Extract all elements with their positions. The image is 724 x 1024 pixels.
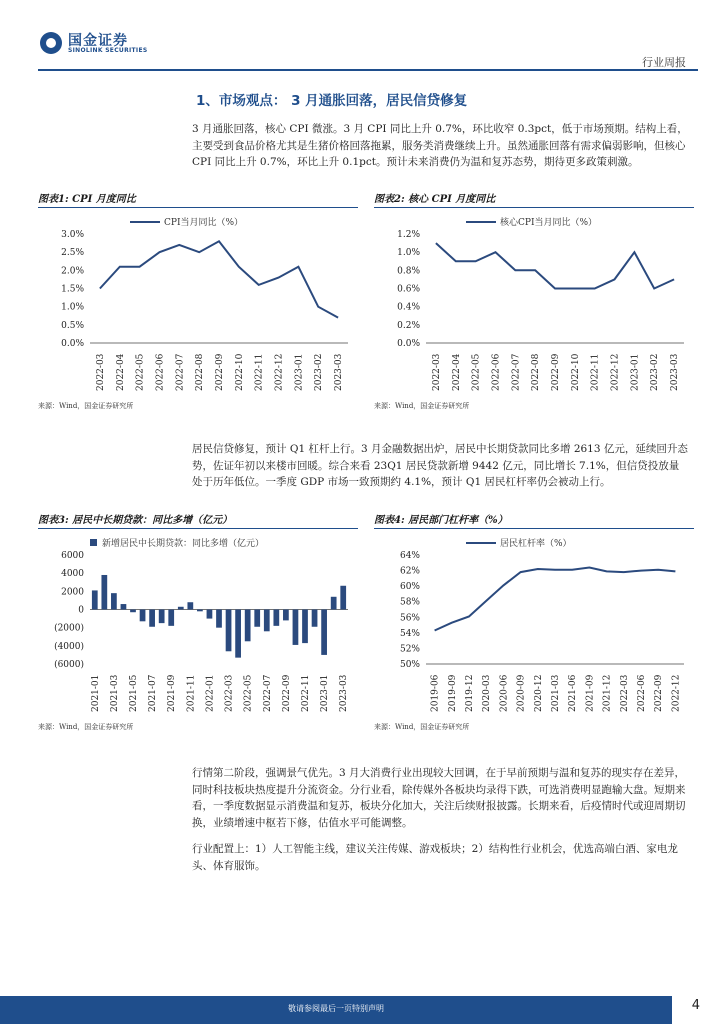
series-line [435,568,676,631]
bar [340,586,346,610]
y-tick-label: (6000) [54,660,84,670]
x-tick-label: 2022-05 [243,674,254,712]
figure-4-chart [374,531,694,719]
x-tick-label: 2020-12 [533,674,544,712]
brand-name-en: SINOLINK SECURITIES [68,47,148,54]
x-tick-label: 2021-11 [186,674,197,712]
y-tick-label: 1.2% [397,230,420,240]
x-tick-label: 2023-02 [650,353,661,391]
y-tick-label: 0 [78,605,84,616]
x-tick-label: 2022-07 [175,353,186,391]
bar [216,610,222,628]
bar [226,610,232,652]
legend-label: 居民杠杆率（%） [500,539,572,549]
y-tick-label: 1.0% [61,302,84,313]
y-tick-label: 52% [399,644,420,655]
y-tick-label: (2000) [54,623,84,634]
x-tick-label: 2023-03 [339,674,350,712]
y-tick-label: 0.4% [397,302,420,313]
y-tick-label: 0.8% [397,266,420,277]
figure-1-rule [38,207,358,208]
y-tick-label: 62% [399,566,420,577]
x-tick-label: 2022-01 [205,674,216,712]
x-tick-label: 2022-10 [234,353,245,391]
y-tick-label: 2.0% [61,266,84,277]
x-tick-label: 2021-01 [90,674,101,712]
y-tick-label: 1.0% [397,248,420,259]
figure-3-chart [38,531,358,719]
y-tick-label: 56% [399,613,420,624]
paragraph-cpi: 3 月通胀回落，核心 CPI 微涨。3 月 CPI 同比上升 0.7%，环比收窄 0.3pct，低于市场预期。结构上看，主要受到食品价格尤其是生猪价格回落拖累，服务类消费继续上升。虽然通胀回落有需求偏弱影响，但核心 CPI 同比上升 0.7%，环比上升 0.1pct。预计未来消费仍为温和复苏态势，期待更多政策刺激。 [192,123,688,168]
x-tick-label: 2022-07 [511,353,522,391]
x-tick-label: 2021-07 [148,674,159,712]
x-tick-label: 2022-03 [431,353,442,391]
document-type: 行业周报 [642,56,686,69]
figure-3-title: 图表3: 居民中长期贷款：同比多增（亿元） [38,515,233,526]
x-tick-label: 2021-12 [602,674,613,712]
bar [312,610,318,627]
legend-swatch [90,539,97,546]
x-tick-label: 2021-03 [109,674,120,712]
y-tick-label: 6000 [61,551,84,561]
y-tick-label: 58% [399,597,420,608]
x-tick-label: 2022-06 [637,674,647,712]
x-tick-label: 2022-12 [610,353,621,391]
x-tick-label: 2021-06 [568,674,579,712]
bar [130,610,136,613]
x-tick-label: 2020-06 [499,674,510,712]
x-tick-label: 2023-01 [320,674,331,712]
series-line [436,243,674,288]
x-tick-label: 2021-09 [585,674,596,712]
bar [121,604,127,609]
x-tick-label: 2022-03 [224,674,235,712]
y-tick-label: 2.5% [61,248,84,259]
bar [321,610,327,655]
x-tick-label: 2022-09 [215,353,225,391]
legend-label: CPI当月同比（%） [164,218,244,228]
x-tick-label: 2023-03 [670,353,681,391]
bar [197,610,203,612]
bar [302,610,308,644]
x-tick-label: 2020-09 [516,674,527,712]
x-tick-label: 2021-05 [129,674,139,712]
bar [254,610,260,627]
bar [101,575,107,610]
figure-1-title: 图表1: CPI 月度同比 [38,194,136,205]
x-tick-label: 2022-11 [590,353,601,391]
x-tick-label: 2022-05 [471,353,482,391]
x-tick-label: 2022-06 [491,353,502,391]
y-tick-label: 64% [399,551,420,561]
bar [159,610,165,624]
x-tick-label: 2022-03 [619,674,630,712]
bar [187,602,193,609]
x-tick-label: 2020-03 [482,674,493,712]
x-tick-label: 2022-11 [301,674,311,712]
figure-1-chart [38,210,358,398]
bar [178,607,184,610]
figure-1-source: 来源：Wind，国金证券研究所 [38,402,134,410]
figure-2-chart [374,210,694,398]
figure-4-source: 来源：Wind，国金证券研究所 [374,723,470,731]
figure-2-title: 图表2: 核心 CPI 月度同比 [374,194,496,205]
y-tick-label: 54% [399,628,420,639]
figure-4-rule [374,528,694,529]
bar [293,610,299,645]
x-tick-label: 2022-09 [551,353,561,391]
y-tick-label: 1.5% [61,284,84,295]
figure-3-rule [38,528,358,529]
x-tick-label: 2022-06 [155,353,166,391]
x-tick-label: 2022-09 [281,674,292,712]
x-tick-label: 2021-03 [551,674,561,712]
bar [331,597,337,610]
x-tick-label: 2023-01 [294,353,305,391]
x-tick-label: 2022-03 [95,353,106,391]
x-tick-label: 2023-01 [630,353,641,391]
bar [273,610,279,626]
page-number: 4 [691,998,700,1013]
bar [264,610,270,632]
x-tick-label: 2022-04 [115,353,126,391]
bar [92,590,98,609]
section-title: 1、市场观点： 3 月通胀回落，居民信贷修复 [196,93,468,109]
y-tick-label: (4000) [54,641,84,652]
bar [235,610,241,658]
x-tick-label: 2022-05 [135,353,146,391]
y-tick-label: 0.0% [397,339,420,349]
y-tick-label: 60% [399,582,420,593]
y-tick-label: 0.6% [397,284,420,295]
figure-2-source: 来源：Wind，国金证券研究所 [374,402,470,410]
bar [168,610,174,626]
y-tick-label: 0.5% [61,320,84,331]
series-line [100,241,338,317]
x-tick-label: 2023-03 [334,353,345,391]
y-tick-label: 4000 [61,569,84,580]
x-tick-label: 2019-06 [430,674,441,712]
bar [140,610,146,622]
x-tick-label: 2022-11 [254,353,265,391]
footer-disclaimer: 敬请参阅最后一页特别声明 [288,1004,384,1013]
bar [245,610,251,642]
bar [283,610,289,621]
x-tick-label: 2019-12 [465,674,475,712]
header-divider [38,69,698,71]
x-tick-label: 2022-07 [262,674,273,712]
brand-name-cn: 国金证券 [68,33,128,49]
paragraph-market: 行情第二阶段，强调景气优先。3 月大消费行业出现较大回调，在于早前预期与温和复苏的现实存在差异，同时科技板块热度提升分流资金。分行业看，除传媒外各板块均录得下跌，可选消费明显跑输大盘。短期来看，一季度数据显示消费温和复苏，板块分化加大，关注后续财报披露。长期来看，后疫情时代或迎周期切换，业绩增速中枢若下修，估值水平可能调整。 [192,767,686,829]
paragraph-allocation: 行业配置上：1）人工智能主线，建议关注传媒、游戏板块；2）结构性行业机会，优选高端白酒、家电龙头、体育服饰。 [192,843,678,872]
y-tick-label: 3.0% [61,230,84,240]
x-tick-label: 2022-08 [195,353,206,391]
legend-label: 新增居民中长期贷款：同比多增（亿元） [102,539,265,549]
x-tick-label: 2022-10 [570,353,581,391]
brand-logo-inner [46,38,56,48]
legend-label: 核心CPI当月同比（%） [500,218,598,228]
bar [149,610,155,627]
x-tick-label: 2022-09 [654,674,665,712]
y-tick-label: 0.2% [397,320,420,331]
paragraph-credit: 居民信贷修复，预计 Q1 杠杆上行。3 月金融数据出炉，居民中长期贷款同比多增 2613 亿元，延续回升态势，佐证年初以来楼市回暖。综合来看 23Q1 居民贷款新增 9442 亿元，同比增长 7.1%，但信贷投放量处于历年低位。一季度 GDP 市场一致预期约 4.1%，预计 Q1 居民杠杆率仍会被动上行。 [192,443,688,488]
y-tick-label: 50% [399,660,420,670]
x-tick-label: 2022-12 [671,674,682,712]
figure-4-title: 图表4: 居民部门杠杆率（%） [374,515,508,526]
x-tick-label: 2022-12 [274,353,285,391]
y-tick-label: 2000 [61,587,84,598]
x-tick-label: 2022-04 [451,353,462,391]
x-tick-label: 2023-02 [314,353,325,391]
bar [111,593,117,609]
x-tick-label: 2021-09 [167,674,178,712]
x-tick-label: 2022-08 [531,353,542,391]
x-tick-label: 2019-09 [447,674,458,712]
figure-2-rule [374,207,694,208]
figure-3-source: 来源：Wind，国金证券研究所 [38,723,134,731]
y-tick-label: 0.0% [61,339,84,349]
bar [207,610,213,619]
